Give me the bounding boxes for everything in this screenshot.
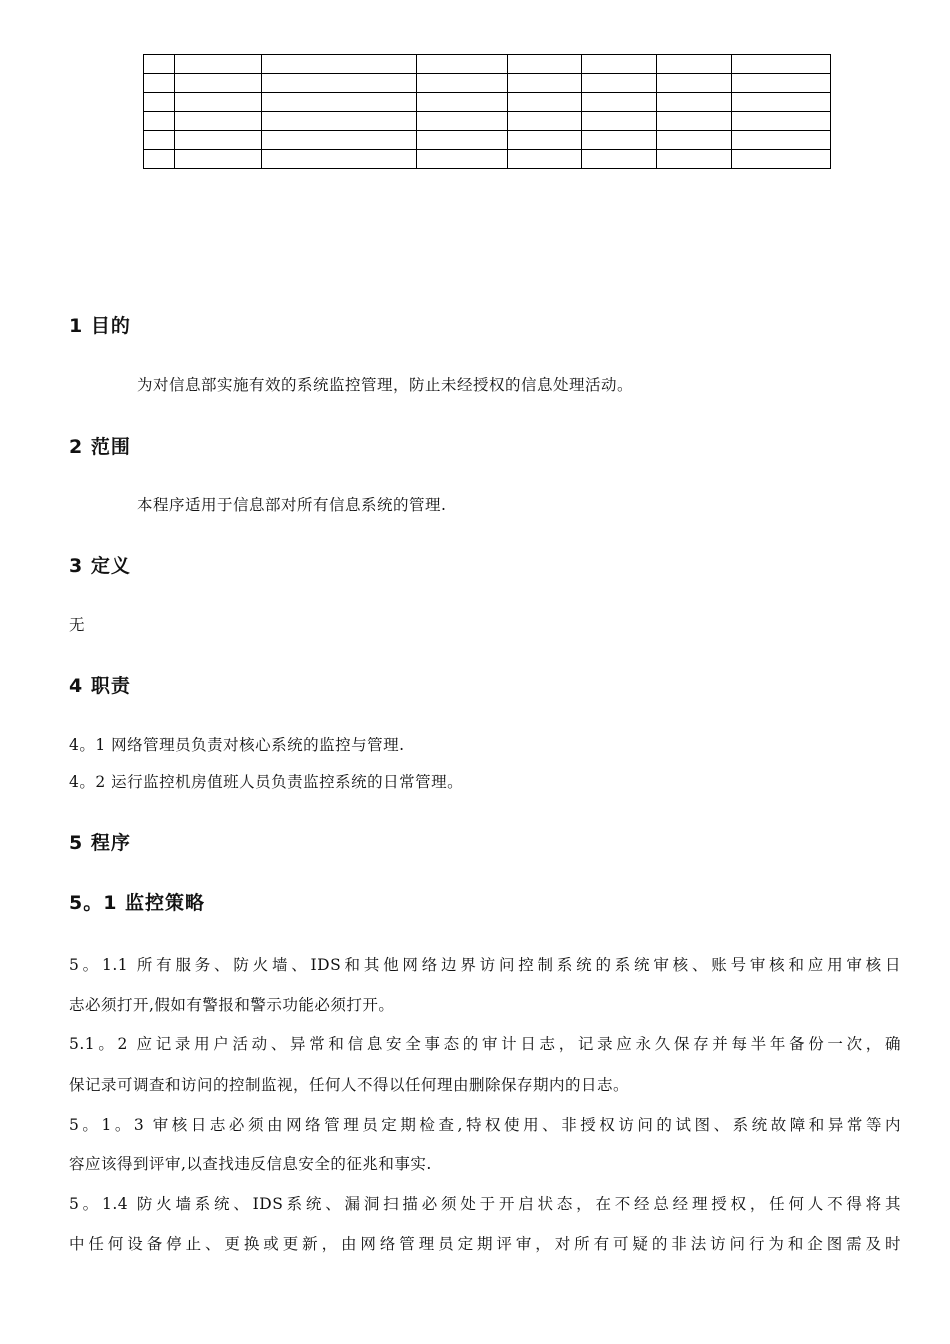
- table-cell: [582, 74, 657, 93]
- table-cell: [657, 93, 732, 112]
- table-cell: [417, 55, 508, 74]
- section-2-heading: 2 范围: [69, 436, 131, 458]
- table-cell: [732, 74, 831, 93]
- blank-form-table: [143, 54, 831, 169]
- table-cell: [508, 93, 582, 112]
- table-cell: [262, 55, 417, 74]
- table-cell: [657, 150, 732, 169]
- table-cell: [657, 112, 732, 131]
- table-cell: [262, 93, 417, 112]
- table-cell: [262, 131, 417, 150]
- table-cell: [417, 150, 508, 169]
- table-cell: [262, 150, 417, 169]
- table-cell: [657, 55, 732, 74]
- section-5-line: 容应该得到评审,以查找违反信息安全的征兆和事实.: [69, 1155, 432, 1173]
- section-4-heading: 4 职责: [69, 675, 131, 697]
- table-cell: [144, 112, 175, 131]
- table-cell: [175, 55, 262, 74]
- table-cell: [262, 74, 417, 93]
- table-cell: [732, 93, 831, 112]
- table-cell: [144, 74, 175, 93]
- section-5-line: 5。1.4 防火墙系统、IDS系统、漏洞扫描必须处于开启状态，在不经总经理授权，任何人不得将其: [69, 1195, 901, 1213]
- table-cell: [175, 131, 262, 150]
- table-cell: [508, 131, 582, 150]
- table-cell: [732, 55, 831, 74]
- table-cell: [582, 93, 657, 112]
- table-cell: [144, 150, 175, 169]
- section-5-line: 中任何设备停止、更换或更新，由网络管理员定期评审，对所有可疑的非法访问行为和企图需及时: [69, 1235, 901, 1253]
- section-1-text: 为对信息部实施有效的系统监控管理，防止未经授权的信息处理活动。: [137, 376, 634, 394]
- table-cell: [582, 131, 657, 150]
- table-cell: [417, 131, 508, 150]
- section-4-item: 4。1 网络管理员负责对核心系统的监控与管理.: [69, 736, 405, 754]
- section-5-line: 志必须打开,假如有警报和警示功能必须打开。: [69, 996, 395, 1014]
- table-row: [144, 74, 831, 93]
- table-cell: [508, 55, 582, 74]
- section-3-heading: 3 定义: [69, 555, 131, 577]
- table-cell: [262, 112, 417, 131]
- table-row: [144, 93, 831, 112]
- section-5-line: 5。1.1 所有服务、防火墙、IDS和其他网络边界访问控制系统的系统审核、账号审核和应用审核日: [69, 956, 901, 974]
- section-3-text: 无: [69, 616, 86, 634]
- section-2-text: 本程序适用于信息部对所有信息系统的管理.: [137, 496, 447, 514]
- table-cell: [732, 112, 831, 131]
- table-cell: [417, 74, 508, 93]
- table-cell: [175, 93, 262, 112]
- table-cell: [508, 112, 582, 131]
- section-5-line: 5.1。2 应记录用户活动、异常和信息安全事态的审计日志，记录应永久保存并每半年备份一次，确: [69, 1035, 901, 1053]
- table-row: [144, 55, 831, 74]
- table-row: [144, 112, 831, 131]
- table-cell: [144, 55, 175, 74]
- table-cell: [144, 131, 175, 150]
- table-cell: [417, 112, 508, 131]
- table-cell: [175, 150, 262, 169]
- section-5-line: 保记录可调查和访问的控制监视，任何人不得以任何理由删除保存期内的日志。: [69, 1076, 630, 1094]
- table-cell: [144, 93, 175, 112]
- table-cell: [732, 150, 831, 169]
- table-cell: [732, 131, 831, 150]
- table-cell: [582, 112, 657, 131]
- table-row: [144, 131, 831, 150]
- section-5-heading: 5 程序: [69, 832, 131, 854]
- section-1-heading: 1 目的: [69, 315, 131, 337]
- table-cell: [175, 74, 262, 93]
- table-row: [144, 150, 831, 169]
- table-cell: [582, 55, 657, 74]
- table-cell: [657, 131, 732, 150]
- section-4-item: 4。2 运行监控机房值班人员负责监控系统的日常管理。: [69, 773, 464, 791]
- table-cell: [657, 74, 732, 93]
- section-5-line: 5。1。3 审核日志必须由网络管理员定期检查,特权使用、非授权访问的试图、系统故障和异常等内: [69, 1116, 901, 1134]
- table-cell: [508, 150, 582, 169]
- section-5-1-heading: 5。1 监控策略: [69, 892, 206, 914]
- table-cell: [582, 150, 657, 169]
- table-cell: [417, 93, 508, 112]
- table-cell: [175, 112, 262, 131]
- table-cell: [508, 74, 582, 93]
